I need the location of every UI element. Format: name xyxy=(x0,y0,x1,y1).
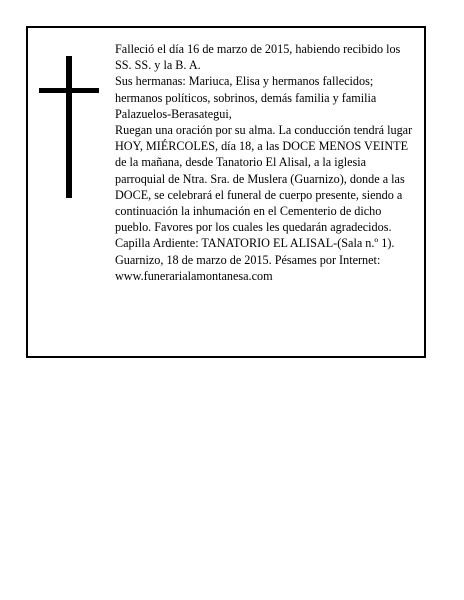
cross-vertical-bar xyxy=(66,56,72,198)
obituary-notice xyxy=(26,26,426,358)
cross-horizontal-bar xyxy=(39,88,99,93)
place-date-and-website: Guarnizo, 18 de marzo de 2015. Pésames por Internet: www.funerarialamontanesa.com xyxy=(115,252,381,283)
funeral-details: Ruegan una oración por su alma. La conducción tendrá lugar HOY, MIÉRCOLES, día 18, a las DOCE MENOS VEINTE de la mañana, desde Tanatorio El Alisal, a la iglesia parroquial de Ntra. Sra. de Muslera (Guarnizo), donde a las DOCE, se celebrará el funeral de cuerpo presente, siendo a continuación la inhumación en el Cementerio de dicho pueblo. Favores por los cuales les quedarán agradecidos. Capilla Ardiente: TANATORIO EL ALISAL-(Sala n.º 1). xyxy=(115,123,413,251)
cross-icon xyxy=(39,56,99,198)
family-list: Sus hermanas: Mariuca, Elisa y hermanos fallecidos; hermanos políticos, sobrinos, demás familia y familia Palazuelos-Berasategui, xyxy=(115,74,377,121)
death-announcement: Falleció el día 16 de marzo de 2015, habiendo recibido los SS. SS. y la B. A. xyxy=(115,42,401,73)
notice-text xyxy=(115,41,417,284)
